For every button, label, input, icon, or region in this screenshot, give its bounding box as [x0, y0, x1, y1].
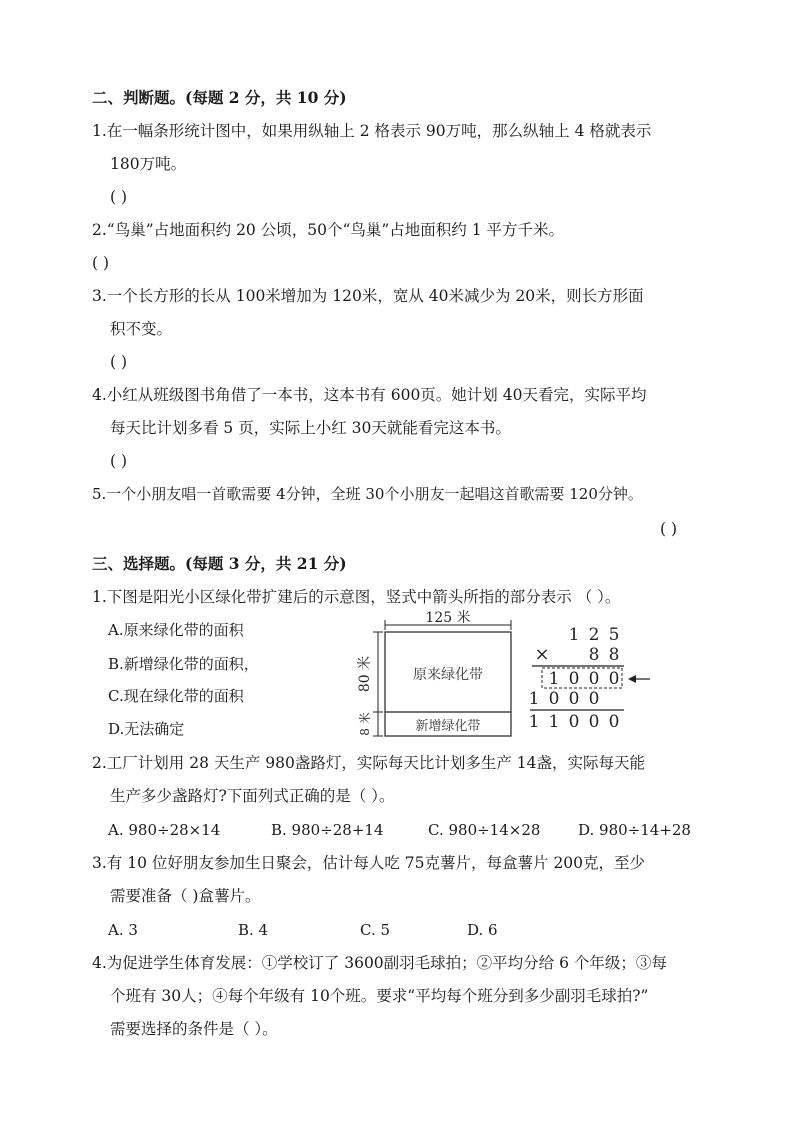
s3-q3-line2: 需要准备（ )盒薯片。 [110, 887, 261, 905]
svg-text:0: 0 [548, 689, 560, 709]
new-greenbelt-label: 新增绿化带 [415, 719, 481, 734]
s2-q2-line1: 2.“鸟巢”占地面积约 20 公顷，50个“鸟巢”占地面积约 1 平方千米。 [92, 221, 565, 239]
s3-q3-option-a[interactable]: A. 3 [108, 921, 138, 939]
left-dimension-big-label: 80 米 [357, 655, 373, 693]
s3-q3-line1: 3.有 10 位好朋友参加生日聚会，估计每人吃 75克薯片，每盒薯片 200克，至少 [92, 854, 646, 872]
times-sign: × [534, 644, 550, 665]
section3-title: 三、选择题。(每题 3 分，共 21 分) [92, 554, 347, 573]
s3-q3-option-b[interactable]: B. 4 [238, 921, 269, 939]
s3-q2-line1: 2.工厂计划用 28 天生产 980盏路灯，实际每天比计划多生产 14盏，实际每天能 [92, 754, 646, 772]
s2-q3-line1: 3.一个长方形的长从 100米增加为 120米，宽从 40米减少为 20米，则长方形面 [92, 287, 644, 305]
s2-q4-answer-paren[interactable]: ( ) [110, 452, 128, 470]
svg-text:0: 0 [608, 712, 620, 732]
svg-text:1: 1 [548, 712, 560, 732]
svg-text:5: 5 [608, 625, 620, 645]
s2-q4-line1: 4.小红从班级图书角借了一本书，这本书有 600页。她计划 40天看完，实际平均 [92, 386, 647, 404]
svg-text:1: 1 [548, 669, 560, 689]
arrow-left-icon [628, 675, 650, 683]
s3-q2-option-a[interactable]: A. 980÷28×14 [108, 821, 221, 839]
s3-q3-option-d[interactable]: D. 6 [467, 921, 498, 939]
greenbelt-diagram [355, 608, 525, 744]
s3-q2-option-d[interactable]: D. 980÷14+28 [578, 821, 691, 839]
s2-q3-line2: 积不变。 [110, 320, 173, 338]
svg-text:1: 1 [528, 712, 540, 732]
s3-q4-line1: 4.为促进学生体育发展：①学校订了 3600副羽毛球拍；②平均分给 6 个年级；③每 [92, 954, 667, 972]
s3-q2-option-b[interactable]: B. 980÷28+14 [271, 821, 384, 839]
s2-q2-answer-paren[interactable]: ( ) [92, 254, 110, 272]
s3-q1-option-b[interactable]: B.新增绿化带的面积， [108, 655, 259, 673]
svg-text:8: 8 [608, 645, 620, 665]
s2-q4-line2: 每天比计划多看 5 页，实际上小红 30天就能看完这本书。 [110, 419, 511, 437]
s2-q1-line2: 180万吨。 [110, 155, 187, 173]
s3-q4-line3: 需要选择的条件是（ ）。 [110, 1020, 278, 1038]
s3-q1-option-d[interactable]: D.无法确定 [108, 720, 185, 738]
section2-title: 二、判断题。(每题 2 分，共 10 分) [92, 88, 347, 107]
svg-text:0: 0 [588, 689, 600, 709]
s3-q1-stem: 1.下图是阳光小区绿化带扩建后的示意图，竖式中箭头所指的部分表示 （ ）。 [92, 588, 621, 606]
s2-q1-line1: 1.在一幅条形统计图中，如果用纵轴上 2 格表示 90万吨，那么纵轴上 4 格就表示 [92, 122, 652, 140]
svg-text:0: 0 [568, 669, 580, 689]
s2-q1-answer-paren[interactable]: ( ) [110, 188, 128, 206]
top-dimension-label: 125 米 [425, 610, 471, 626]
vertical-multiplication [528, 622, 658, 732]
svg-text:0: 0 [588, 712, 600, 732]
svg-text:0: 0 [568, 712, 580, 732]
original-greenbelt-label: 原来绿化带 [413, 667, 483, 683]
svg-text:2: 2 [588, 625, 600, 645]
s3-q3-option-c[interactable]: C. 5 [360, 921, 391, 939]
svg-text:1: 1 [568, 625, 580, 645]
svg-text:0: 0 [608, 669, 620, 689]
svg-text:8: 8 [588, 645, 600, 665]
svg-text:1: 1 [528, 689, 540, 709]
s2-q3-answer-paren[interactable]: ( ) [110, 353, 128, 371]
s3-q1-option-c[interactable]: C.现在绿化带的面积 [108, 687, 244, 705]
left-dimension-small-label: 8 米 [358, 712, 372, 736]
s2-q5-answer-paren[interactable]: ( ) [660, 520, 678, 538]
s3-q2-option-c[interactable]: C. 980÷14×28 [428, 821, 541, 839]
s3-q2-line2: 生产多少盏路灯?下面列式正确的是（ ）。 [110, 787, 395, 805]
svg-text:0: 0 [568, 689, 580, 709]
s3-q4-line2: 个班有 30人；④每个年级有 10个班。要求“平均每个班分到多少副羽毛球拍?” [110, 987, 649, 1005]
s2-q5-line1: 5.一个小朋友唱一首歌需要 4分钟，全班 30个小朋友一起唱这首歌需要 120分钟。 [92, 485, 643, 503]
s3-q1-option-a[interactable]: A.原来绿化带的面积 [108, 621, 244, 639]
svg-text:0: 0 [588, 669, 600, 689]
